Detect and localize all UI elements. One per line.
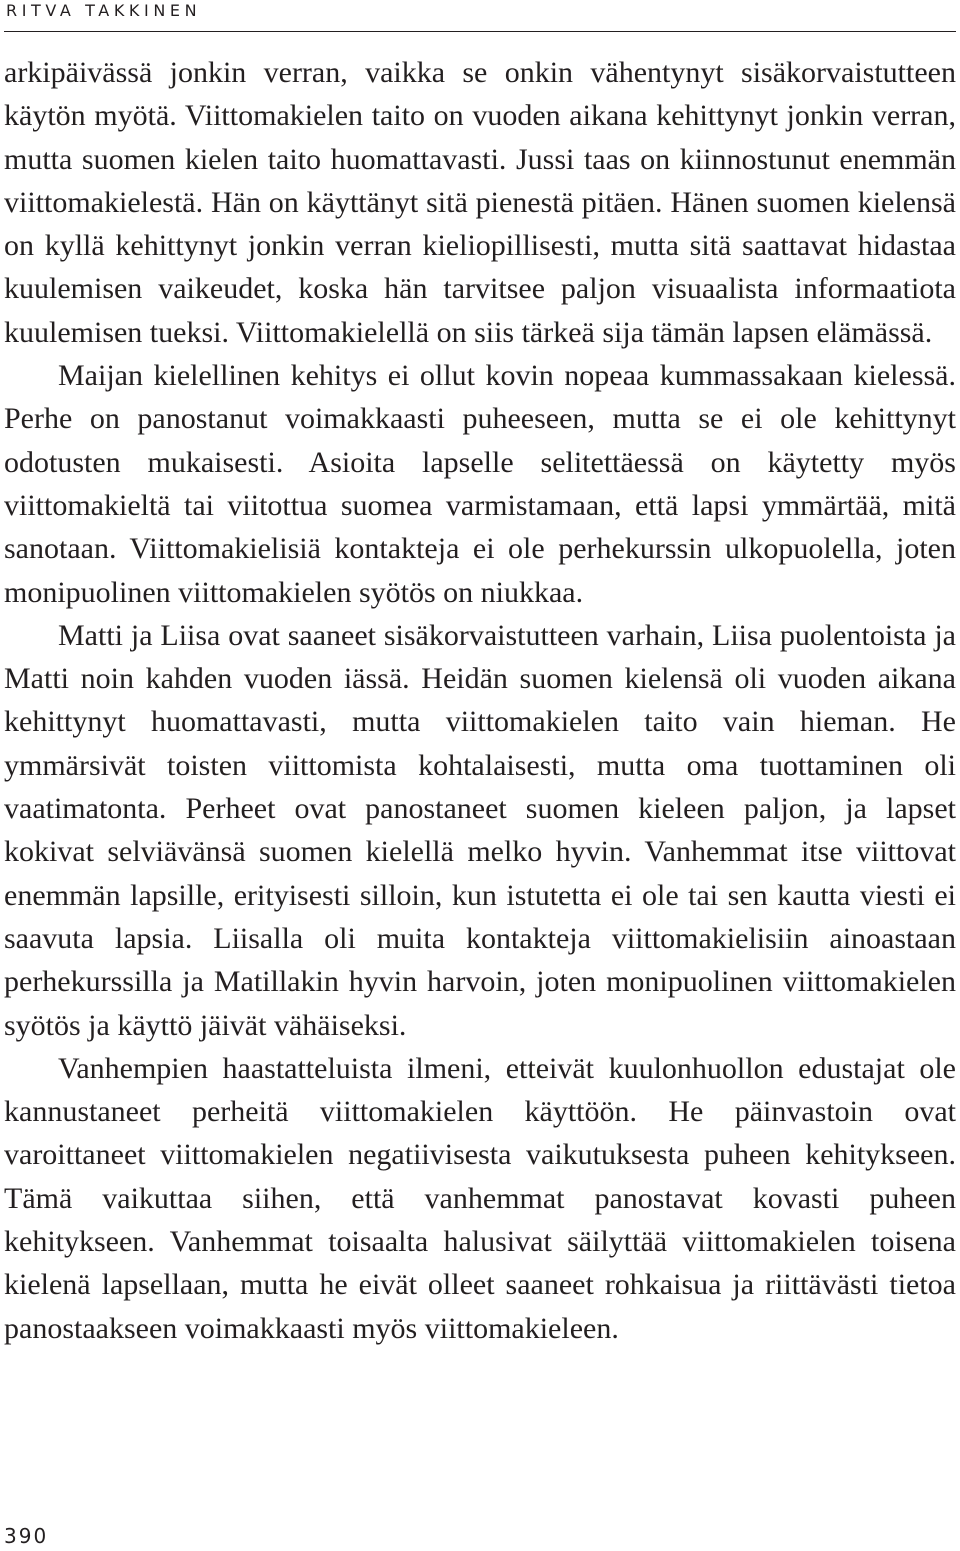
body-text: [4, 51, 956, 1350]
page-number: 390: [4, 1524, 49, 1548]
paragraph-1: arkipäivässä jonkin verran, vaikka se onkin vähentynyt sisäkorvaistutteen käytön myötä. Viittomakielen taito on vuoden aikana kehittynyt jonkin verran, mutta suomen kielen taito huomattavasti. Jussi taas on kiinnostunut enemmän viittomakielestä. Hän on käyttänyt sitä pienestä pitäen. Hänen suomen kielensä on kyllä kehittynyt jonkin verran kieliopillisesti, mutta sitä saattavat hidastaa kuulemisen vaikeudet, koska hän tarvitsee paljon visuaalista informaatiota kuulemisen tueksi. Viittomakielellä on siis tärkeä sija tämän lapsen elämässä.: [4, 56, 956, 349]
paragraph-3: Matti ja Liisa ovat saaneet sisäkorvaistutteen varhain, Liisa puolentoista ja Matti noin kahden vuoden iässä. Heidän suomen kielensä oli vuoden aikana kehittynyt huomattavasti, mutta viittomakielen taito vain hieman. He ymmärsivät toisten viittomista kohtalaisesti, mutta oma tuottaminen oli vaatimatonta. Perheet ovat panostaneet suomen kieleen paljon, ja lapset kokivat selviävänsä suomen kielellä melko hyvin. Vanhemmat itse viittovat enemmän lapsille, erityisesti silloin, kun istutetta ei ole tai sen kautta viesti ei saavuta lapsia. Liisalla oli muita kontakteja viittomakielisiin ainoastaan perhekurssilla ja Matillakin hyvin harvoin, joten monipuolinen viittomakielen syötös ja käyttö jäivät vähäiseksi.: [4, 618, 956, 1042]
header-rule: [4, 31, 956, 32]
paragraph-2: Maijan kielellinen kehitys ei ollut kovin nopeaa kummassakaan kielessä. Perhe on panostanut voimakkaasti puheeseen, mutta se ei ole kehittynyt odotusten mukaisesti. Asioita lapselle selitettäessä on käytetty myös viittomakieltä tai viitottua suomea varmistamaan, että lapsi ymmärtää, mitä sanotaan. Viittomakielisiä kontakteja ei ole perhekurssin ulkopuolella, joten monipuolinen viittomakielen syötös on niukkaa.: [4, 359, 956, 609]
running-head-author: RITVA TAKKINEN: [6, 1, 202, 20]
paragraph-4: Vanhempien haastatteluista ilmeni, etteivät kuulonhuollon edustajat ole kannustaneet perheitä viittomakielen käyttöön. He päinvastoin ovat varoittaneet viittomakielen negatiivisesta vaikutuksesta puheen kehitykseen. Tämä vaikuttaa siihen, että vanhemmat panostavat kovasti puheen kehitykseen. Vanhemmat toisaalta halusivat säilyttää viittomakielen toisena kielenä lapsellaan, mutta he eivät olleet saaneet rohkaisua ja riittävästi tietoa panostaakseen voimakkaasti myös viittomakieleen.: [4, 1051, 956, 1345]
